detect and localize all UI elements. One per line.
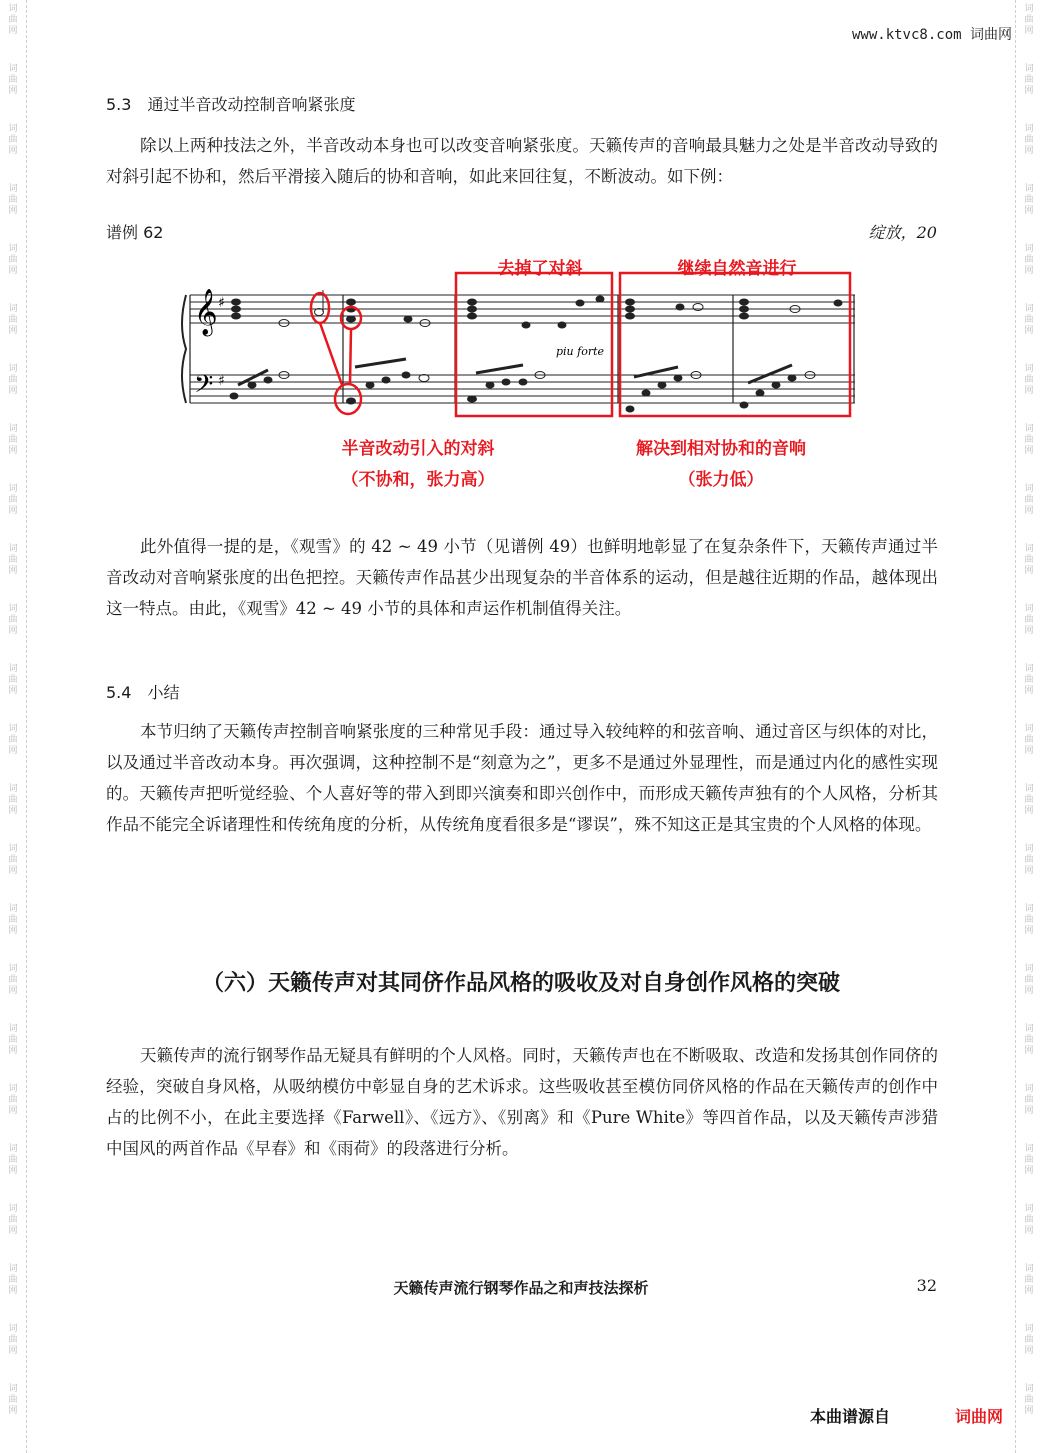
watermark-glyph: 词 — [1024, 364, 1034, 374]
watermark-glyph: 曲 — [8, 375, 18, 385]
source-note-prefix: 本曲谱源自 — [810, 1407, 891, 1426]
watermark-glyph: 词 — [8, 604, 18, 614]
watermark-url: www.ktvc8.com — [851, 27, 962, 43]
watermark-glyph: 网 — [1024, 626, 1034, 636]
beams — [238, 359, 792, 385]
watermark-glyph: 网 — [1024, 926, 1034, 936]
watermark-glyph: 曲 — [1024, 555, 1034, 565]
watermark-glyph: 曲 — [8, 1395, 18, 1405]
watermark-glyph: 网 — [8, 326, 18, 336]
watermark-glyph: 网 — [1024, 206, 1034, 216]
example-label: 谱例 62 — [106, 223, 164, 242]
watermark-glyph: 网 — [8, 446, 18, 456]
watermark-glyph: 曲 — [1024, 1335, 1034, 1345]
watermark-glyph: 词 — [8, 664, 18, 674]
watermark-glyph: 曲 — [8, 915, 18, 925]
annotation-cross-line1: 半音改动引入的对斜 — [341, 439, 495, 459]
watermark-glyph: 曲 — [1024, 75, 1034, 85]
cross-relation-line — [350, 329, 351, 384]
watermark-glyph: 网 — [8, 686, 18, 696]
watermark-glyph: 曲 — [1024, 735, 1034, 745]
watermark-glyph: 网 — [8, 746, 18, 756]
watermark-glyph: 网 — [1024, 446, 1034, 456]
annotation-resolve-line2: （张力低） — [678, 470, 764, 490]
watermark-glyph: 网 — [8, 866, 18, 876]
watermark-glyph: 网 — [1024, 986, 1034, 996]
watermark-glyph: 网 — [1024, 146, 1034, 156]
watermark-glyph: 网 — [8, 1166, 18, 1176]
chapter-6-heading: （六）天籁传声对其同侪作品风格的吸收及对自身创作风格的突破 — [201, 971, 840, 996]
watermark-glyph: 网 — [8, 386, 18, 396]
watermark-glyph: 词 — [8, 64, 18, 74]
watermark-glyph: 曲 — [1024, 915, 1034, 925]
watermark-glyph: 网 — [8, 1346, 18, 1356]
watermark-glyph: 词 — [8, 484, 18, 494]
watermark-glyph: 网 — [8, 806, 18, 816]
watermark-glyph: 曲 — [8, 435, 18, 445]
watermark-glyph: 词 — [8, 1384, 18, 1394]
watermark-glyph: 曲 — [1024, 1275, 1034, 1285]
watermark-glyph: 网 — [8, 926, 18, 936]
right-margin-watermark — [1015, 0, 1042, 1453]
watermark-glyph: 词 — [8, 184, 18, 194]
watermark-glyph: 曲 — [1024, 1155, 1034, 1165]
paragraph-after-example: 此外值得一提的是，《观雪》的 42 ~ 49 小节（见谱例 49）也鲜明地彰显了在复杂条件下，天籁传声通过半音改动对音响紧张度的出色把控。天籁传声作品甚少出现复杂的半音体系的运动，但是越往近期的作品，越体现出这一特点。由此，《观雪》42 ~ 49 小节的具体和声运作机制值得关注。 — [106, 537, 938, 618]
watermark-glyph: 网 — [8, 1106, 18, 1116]
watermark-glyph: 词 — [1024, 424, 1034, 434]
watermark-glyph: 网 — [1024, 266, 1034, 276]
watermark-glyph: 词 — [1024, 4, 1034, 14]
watermark-glyph: 网 — [1024, 866, 1034, 876]
watermark-glyph: 曲 — [1024, 615, 1034, 625]
watermark-glyph: 曲 — [8, 135, 18, 145]
watermark-glyph: 曲 — [8, 1335, 18, 1345]
watermark-glyph: 曲 — [8, 1275, 18, 1285]
watermark-glyph: 网 — [1024, 86, 1034, 96]
watermark-glyph: 词 — [1024, 484, 1034, 494]
music-score — [170, 245, 860, 425]
watermark-glyph: 曲 — [1024, 1215, 1034, 1225]
red-box-natural-progression — [620, 273, 850, 416]
watermark-glyph: 网 — [1024, 26, 1034, 36]
section-5-3-heading: 5.3 通过半音改动控制音响紧张度 — [106, 95, 356, 114]
watermark-glyph: 曲 — [1024, 1095, 1034, 1105]
watermark-glyph: 网 — [1024, 1406, 1034, 1416]
watermark-glyph: 网 — [8, 1406, 18, 1416]
watermark-glyph: 词 — [8, 844, 18, 854]
section-5-4-paragraph: 本节归纳了天籁传声控制音响紧张度的三种常见手段：通过导入较纯粹的和弦音响、通过音区与织体的对比，以及通过半音改动本身。再次强调，这种控制不是“刻意为之”，更多不是通过外显理性，而是通过内化的感性实现的。天籁传声把听觉经验、个人喜好等的带入到即兴演奏和即兴创作中，而形成天籁传声独有的个人风格，分析其作品不能完全诉诸理性和传统角度的分析，从传统角度看很多是“谬误”，殊不知这正是其宝贵的个人风格的体现。 — [106, 722, 938, 834]
watermark-glyph: 词 — [1024, 964, 1034, 974]
watermark-glyph: 网 — [8, 266, 18, 276]
watermark-glyph: 词 — [1024, 544, 1034, 554]
watermark-glyph: 曲 — [8, 315, 18, 325]
watermark-glyph: 词 — [8, 364, 18, 374]
watermark-glyph: 网 — [8, 206, 18, 216]
watermark-glyph: 网 — [1024, 386, 1034, 396]
watermark-glyph: 曲 — [1024, 795, 1034, 805]
watermark-glyph: 曲 — [8, 255, 18, 265]
watermark-glyph: 曲 — [1024, 435, 1034, 445]
watermark-glyph: 网 — [1024, 566, 1034, 576]
key-signature-sharp-icon: ♯ — [218, 373, 225, 389]
watermark-glyph: 词 — [8, 4, 18, 14]
watermark-glyph: 曲 — [8, 75, 18, 85]
watermark-glyph: 词 — [1024, 304, 1034, 314]
watermark-glyph: 曲 — [1024, 255, 1034, 265]
section-5-3-paragraph: 除以上两种技法之外，半音改动本身也可以改变音响紧张度。天籁传声的音响最具魅力之处是半音改动导致的对斜引起不协和，然后平滑接入随后的协和音响，如此来回往复，不断波动。如下例： — [106, 136, 938, 186]
chapter-6-paragraph: 天籁传声的流行钢琴作品无疑具有鲜明的个人风格。同时，天籁传声也在不断吸取、改造和发扬其创作同侪的经验，突破自身风格，从吸纳模仿中彰显自身的艺术诉求。这些吸收甚至模仿同侪风格的作品在天籁传声的创作中占的比例不小，在此主要选择《Farwell》、《远方》、《别离》和《Pure White》等四首作品，以及天籁传声涉猎中国风的两首作品《早春》和《雨荷》的段落进行分析。 — [106, 1046, 938, 1158]
watermark-glyph: 网 — [1024, 1226, 1034, 1236]
bass-clef-icon: 𝄢 — [194, 370, 214, 405]
left-margin-watermark — [0, 0, 27, 1453]
watermark-glyph: 网 — [8, 1286, 18, 1296]
watermark-glyph: 曲 — [8, 1215, 18, 1225]
watermark-glyph: 词 — [1024, 1264, 1034, 1274]
watermark-glyph: 网 — [8, 986, 18, 996]
annotation-cross-line2: （不协和，张力高） — [341, 470, 495, 490]
watermark-glyph: 曲 — [8, 1155, 18, 1165]
cross-relation-line — [320, 323, 342, 385]
watermark-glyph: 曲 — [1024, 195, 1034, 205]
watermark-glyph: 网 — [8, 1046, 18, 1056]
watermark-glyph: 词 — [1024, 724, 1034, 734]
page-number: 32 — [916, 1276, 937, 1295]
watermark-glyph: 网 — [8, 1226, 18, 1236]
watermark-glyph: 网 — [1024, 326, 1034, 336]
watermark-glyph: 词 — [8, 724, 18, 734]
watermark-glyph: 词 — [1024, 1084, 1034, 1094]
watermark-glyph: 网 — [1024, 1106, 1034, 1116]
watermark-glyph: 词 — [1024, 124, 1034, 134]
watermark-glyph: 词 — [1024, 604, 1034, 614]
annotation-resolve — [606, 434, 836, 490]
watermark-glyph: 词 — [8, 784, 18, 794]
barlines — [190, 295, 854, 403]
annotation-resolve-line1: 解决到相对协和的音响 — [636, 439, 806, 459]
treble-clef-icon: 𝄞 — [194, 289, 218, 335]
watermark-glyph: 网 — [1024, 1166, 1034, 1176]
watermark-glyph: 词 — [8, 1204, 18, 1214]
watermark-glyph: 曲 — [8, 555, 18, 565]
watermark-glyph: 词 — [1024, 1324, 1034, 1334]
watermark-glyph: 词 — [1024, 784, 1034, 794]
watermark-glyph: 网 — [1024, 686, 1034, 696]
annotation-removed-cross: 去掉了对斜 — [497, 259, 583, 279]
watermark-glyph: 词 — [8, 244, 18, 254]
watermark-glyph: 曲 — [1024, 375, 1034, 385]
watermark-glyph: 词 — [1024, 64, 1034, 74]
watermark-glyph: 网 — [1024, 806, 1034, 816]
watermark-glyph: 网 — [1024, 506, 1034, 516]
watermark-glyph: 词 — [1024, 1204, 1034, 1214]
watermark-glyph: 曲 — [1024, 975, 1034, 985]
watermark-glyph: 曲 — [1024, 15, 1034, 25]
watermark-glyph: 词 — [1024, 1024, 1034, 1034]
watermark-glyph: 词 — [1024, 1384, 1034, 1394]
source-note-site: 词曲网 — [955, 1407, 1004, 1426]
watermark-glyph: 词 — [1024, 244, 1034, 254]
watermark-glyph: 词 — [8, 1144, 18, 1154]
watermark-glyph: 曲 — [8, 795, 18, 805]
watermark-glyph: 曲 — [1024, 1035, 1034, 1045]
watermark-glyph: 网 — [8, 626, 18, 636]
key-signature-sharp-icon: ♯ — [218, 295, 225, 311]
watermark-site — [852, 24, 1012, 44]
watermark-glyph: 网 — [8, 86, 18, 96]
footer-title: 天籁传声流行钢琴作品之和声技法探析 — [393, 1279, 649, 1297]
watermark-glyph: 词 — [8, 1264, 18, 1274]
watermark-glyph: 网 — [8, 26, 18, 36]
watermark-glyph: 网 — [1024, 746, 1034, 756]
watermark-glyph: 曲 — [1024, 495, 1034, 505]
bass-notes — [230, 372, 816, 413]
watermark-glyph: 词 — [8, 1084, 18, 1094]
watermark-glyph: 网 — [8, 566, 18, 576]
watermark-glyph: 曲 — [8, 615, 18, 625]
watermark-glyph: 词 — [1024, 184, 1034, 194]
watermark-glyph: 曲 — [1024, 855, 1034, 865]
watermark-glyph: 词 — [1024, 664, 1034, 674]
watermark-glyph: 曲 — [8, 495, 18, 505]
watermark-site-name: 词曲网 — [970, 27, 1012, 43]
watermark-glyph: 曲 — [8, 735, 18, 745]
watermark-glyph: 词 — [8, 304, 18, 314]
red-circle-top-note — [311, 293, 329, 323]
watermark-glyph: 词 — [8, 124, 18, 134]
watermark-glyph: 曲 — [1024, 315, 1034, 325]
watermark-glyph: 网 — [1024, 1046, 1034, 1056]
watermark-glyph: 曲 — [1024, 135, 1034, 145]
watermark-glyph: 网 — [8, 146, 18, 156]
watermark-glyph: 词 — [8, 424, 18, 434]
watermark-glyph: 曲 — [8, 1035, 18, 1045]
watermark-glyph: 词 — [8, 1024, 18, 1034]
annotation-cross-relation — [318, 434, 518, 490]
watermark-glyph: 网 — [1024, 1346, 1034, 1356]
watermark-glyph: 词 — [1024, 1144, 1034, 1154]
watermark-glyph: 曲 — [8, 15, 18, 25]
watermark-glyph: 曲 — [8, 855, 18, 865]
watermark-glyph: 词 — [8, 544, 18, 554]
section-5-4-heading: 5.4 小结 — [106, 683, 180, 702]
watermark-glyph: 词 — [1024, 844, 1034, 854]
watermark-glyph: 网 — [1024, 1286, 1034, 1296]
watermark-glyph: 词 — [1024, 904, 1034, 914]
watermark-glyph: 词 — [8, 1324, 18, 1334]
watermark-glyph: 词 — [8, 964, 18, 974]
treble-staff — [190, 295, 855, 323]
watermark-glyph: 曲 — [8, 975, 18, 985]
dynamic-marking: piu forte — [556, 345, 605, 358]
watermark-glyph: 曲 — [1024, 1395, 1034, 1405]
annotation-continue-natural: 继续自然音进行 — [677, 259, 797, 279]
watermark-glyph: 曲 — [1024, 675, 1034, 685]
watermark-glyph: 曲 — [8, 1095, 18, 1105]
example-source: 绽放，20 — [868, 223, 937, 242]
watermark-glyph: 曲 — [8, 675, 18, 685]
watermark-glyph: 网 — [8, 506, 18, 516]
system-brace — [182, 295, 186, 403]
watermark-glyph: 词 — [8, 904, 18, 914]
watermark-glyph: 曲 — [8, 195, 18, 205]
